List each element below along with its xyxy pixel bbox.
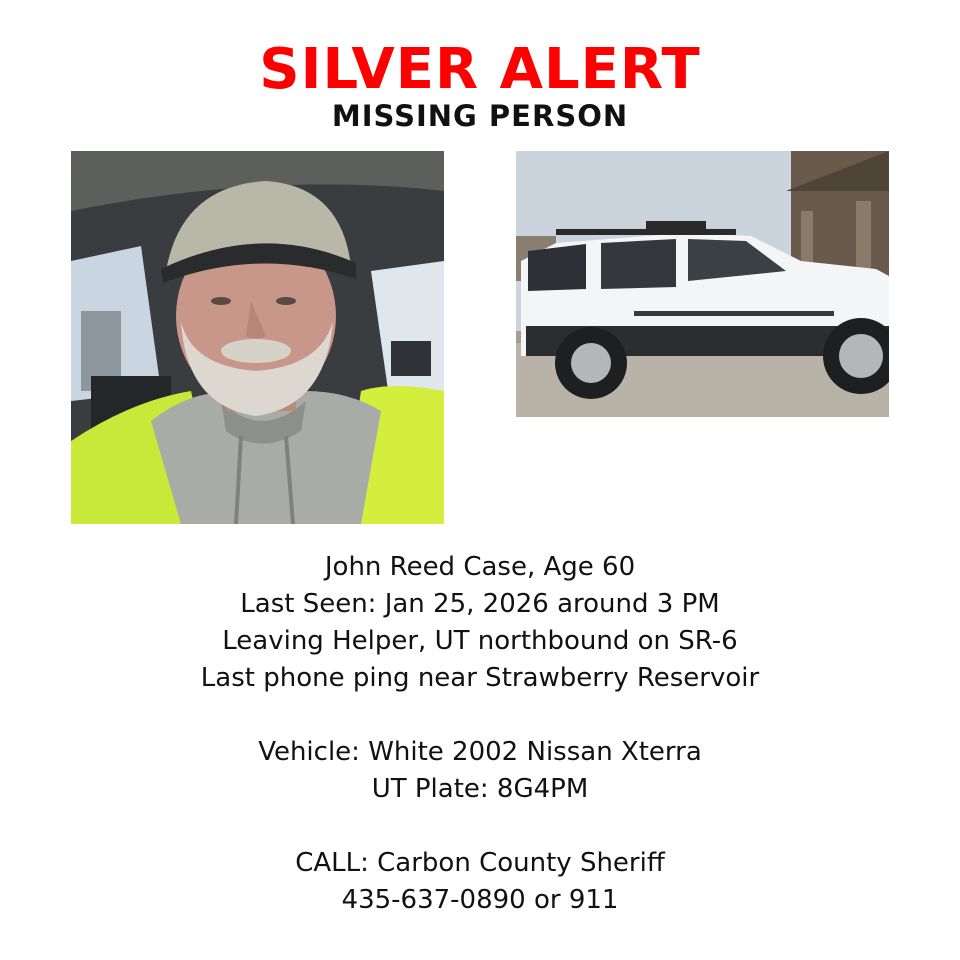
alert-title: SILVER ALERT	[259, 37, 701, 102]
alert-details	[0, 549, 960, 919]
contact-agency: CALL: Carbon County Sheriff	[295, 848, 665, 878]
direction-of-travel: Leaving Helper, UT northbound on SR-6	[222, 626, 738, 656]
missing-person-photo	[71, 151, 444, 524]
contact-phone: 435-637-0890 or 911	[341, 885, 619, 915]
vehicle-plate: UT Plate: 8G4PM	[371, 774, 589, 804]
person-name-age: John Reed Case, Age 60	[324, 552, 636, 582]
missing-vehicle-photo	[516, 151, 889, 417]
last-phone-ping: Last phone ping near Strawberry Reservoir	[200, 663, 760, 693]
last-seen: Last Seen: Jan 25, 2026 around 3 PM	[240, 589, 720, 619]
spacer	[0, 808, 960, 845]
alert-subtitle: MISSING PERSON	[331, 99, 629, 133]
vehicle-description: Vehicle: White 2002 Nissan Xterra	[258, 737, 702, 767]
spacer	[0, 697, 960, 734]
